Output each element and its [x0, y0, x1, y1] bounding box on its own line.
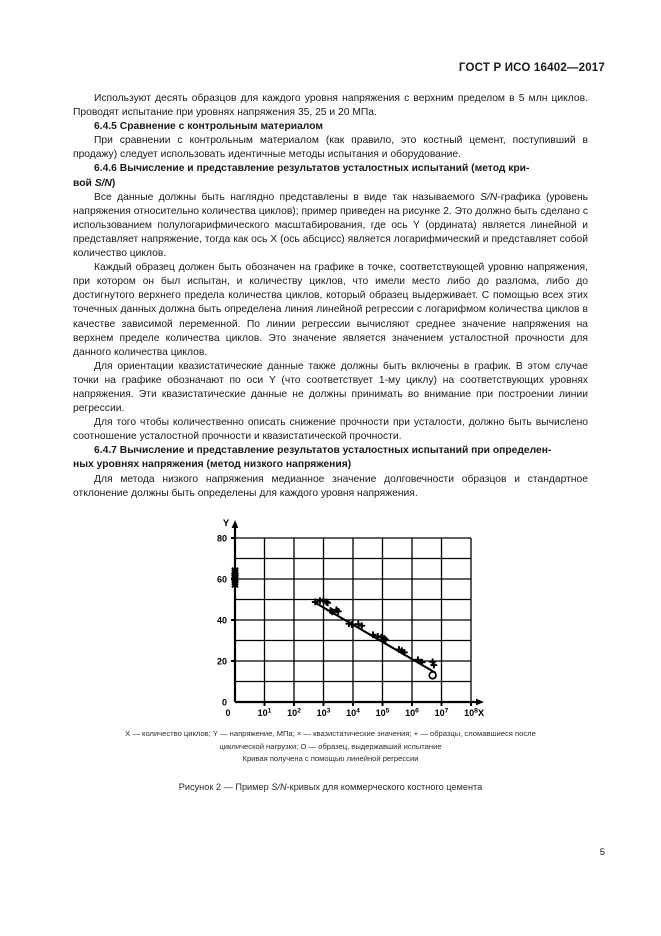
paragraph-6-4-6-a-post: -графика (уровень напряжения относительно количества циклов); пример приведен на рисунке 2. Это должно быть сделано с использованием полулогарифмического масштабирования, где ось Y (ордината) является линейной и представляет напряжение, тогда как ось X (ось абсцисс) является логарифмический и представляет собой количество циклов.	[73, 191, 589, 260]
legend-line-3: Кривая получена с помощью линейной регрессии	[242, 754, 419, 764]
heading-6-4-6-sn: S/N	[94, 177, 112, 189]
paragraph-6-4-6-d: Для того чтобы количественно описать снижение прочности при усталости, должно быть вычислено соотношение усталостной прочности и квазистатической прочности.	[73, 417, 588, 443]
heading-6-4-6-suffix: )	[111, 177, 116, 189]
svg-text:101: $10^1$	[257, 707, 271, 716]
paragraph-6-4-6-a	[73, 191, 588, 261]
paragraph-6-4-6-a-pre: Все данные должны быть наглядно представлены в виде так называемого	[94, 191, 481, 203]
svg-text:Y: Y	[222, 518, 229, 529]
figure-caption-sn: S/N	[271, 781, 287, 792]
figure-caption-pre: Рисунок 2 — Пример	[178, 781, 272, 792]
paragraph-6-4-6-c: Для ориентации квазистатические данные также должны быть включены в график. В этом случае точки на графике обозначают по оси Y (что соответствует 1-му циклу) на соответствующих уровнях напряжения. Эти квазистатические данные не должны принимать во внимание при построении линии регрессии.	[73, 360, 588, 415]
heading-6-4-6-line2	[73, 177, 588, 191]
svg-text:0: 0	[224, 708, 231, 716]
figure-2	[0, 516, 661, 792]
figure-caption-post: -кривых для коммерческого костного цемента	[286, 781, 483, 792]
heading-6-4-6-prefix: вой	[73, 177, 95, 189]
paragraph-6-4-7: Для метода низкого напряжения медианное значение долговечности образцов и стандартное отклонение должны быть определены для каждого уровня напряжения.	[73, 473, 588, 499]
heading-6-4-5: 6.4.5 Сравнение с контрольным материалом	[94, 121, 323, 133]
svg-text:0: 0	[221, 697, 227, 708]
svg-text:40: 40	[216, 615, 227, 626]
sn-chart-svg	[187, 516, 487, 716]
paragraph-6-4-6-a-sn: S/N	[480, 191, 498, 203]
legend-line-1: X — количество циклов; Y — напряжение, МПа; × — квазистатические значения; + — образцы, сломавшиеся после	[125, 729, 536, 738]
page-number: 5	[599, 847, 605, 858]
paragraph-6-4-6-b: Каждый образец должен быть обозначен на графике в точке, соответствующей уровню напряжения, при котором он был испытан, и количеству циклов, что имели место либо до разлома, либо до достигнутого верхнего предела количества циклов, который образец выдерживает. С помощью всех этих точечных данных должна быть определена линия линейной регрессии с логарифмом количества циклов в качестве зависимой переменной. По линии регрессии вычисляют среднее значение напряжения на верхнем пределе количества циклов. Это значение является значением усталостной прочности для данного количества циклов.	[73, 262, 588, 358]
heading-6-4-7: 6.4.7 Вычисление и представление результатов усталостных испытаний при определен-	[94, 445, 552, 457]
sn-chart	[187, 516, 487, 716]
svg-text:107: $10^7$	[434, 707, 448, 716]
svg-text:104: $10^4$	[345, 707, 360, 716]
figure-legend	[0, 728, 661, 766]
svg-text:105: $10^5$	[375, 707, 389, 716]
document-body	[73, 92, 588, 501]
svg-text:102: $10^2$	[286, 707, 301, 716]
svg-text:80: 80	[216, 533, 227, 544]
figure-caption	[0, 782, 661, 792]
legend-line-2: циклической нагрузки; O — образец, выдержавший испытание	[219, 741, 442, 751]
svg-text:X: X	[477, 708, 484, 716]
svg-text:60: 60	[216, 574, 227, 585]
svg-text:106: $10^6$	[404, 707, 419, 716]
heading-6-4-6	[73, 162, 588, 176]
page-header: ГОСТ Р ИСО 16402—2017	[458, 62, 605, 74]
heading-6-4-7-line2: ных уровнях напряжения (метод низкого напряжения)	[73, 459, 352, 471]
paragraph-intro: Используют десять образцов для каждого уровня напряжения с верхним пределом в 5 млн циклов. Проводят испытание при уровнях напряжения 35, 25 и 20 МПа.	[73, 93, 588, 119]
svg-text:20: 20	[216, 656, 227, 667]
heading-6-4-6-line1: 6.4.6 Вычисление и представление результатов усталостных испытаний (метод кри-	[94, 163, 530, 175]
svg-text:108: $10^8$	[463, 707, 478, 716]
paragraph-6-4-5: При сравнении с контрольным материалом (как правило, это костный цемент, поступивший в продажу) следует использовать идентичные методы испытания и оборудование.	[73, 135, 588, 161]
svg-text:103: $10^3$	[316, 707, 330, 716]
